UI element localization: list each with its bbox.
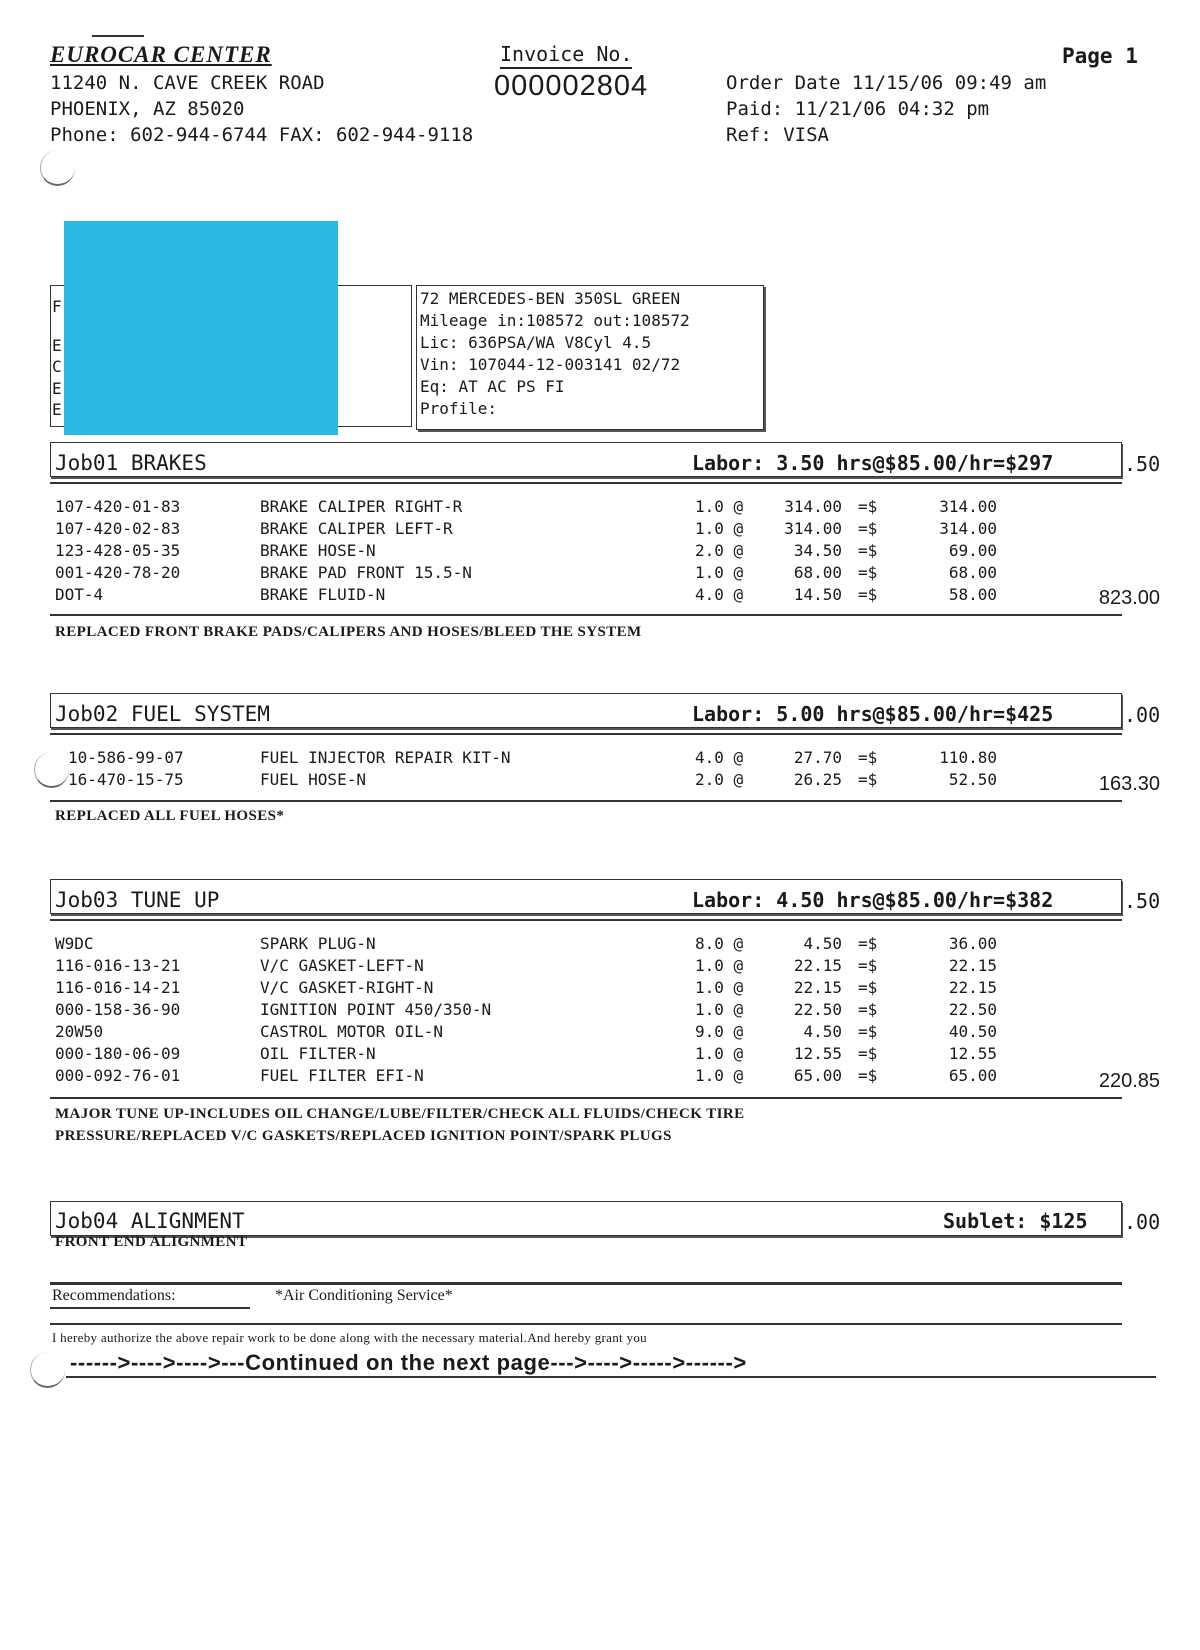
job-divider — [50, 733, 1122, 735]
recommendations-label: Recommendations: — [52, 1287, 176, 1304]
vehicle-profile: Profile: — [420, 399, 498, 418]
job-sublet: Sublet: $125 — [943, 1209, 1088, 1233]
part-line-total: 22.15 — [948, 956, 997, 975]
part-equals: =$ — [858, 1044, 878, 1063]
part-quantity: 1.0 @ — [695, 1066, 744, 1085]
footer-divider — [50, 1323, 1122, 1325]
redaction-block — [64, 221, 338, 435]
part-unit-price: 4.50 — [803, 934, 842, 953]
punch-hole-mark — [34, 752, 69, 788]
job-divider — [50, 1097, 1122, 1099]
part-description: FUEL HOSE-N — [260, 770, 366, 789]
vehicle-vin: Vin: 107044-12-003141 02/72 — [420, 355, 681, 374]
part-equals: =$ — [858, 585, 878, 604]
part-equals: =$ — [858, 748, 878, 767]
part-quantity: 2.0 @ — [695, 770, 744, 789]
part-line-total: 36.00 — [948, 934, 997, 953]
customer-partial-mark: E — [52, 379, 62, 398]
part-equals: =$ — [858, 1000, 878, 1019]
authorization-text: I hereby authorize the above repair work to be done along with the necessary material.And hereby grant you — [52, 1330, 647, 1345]
customer-partial-mark: C — [52, 357, 62, 376]
company-address-line1: 11240 N. CAVE CREEK ROAD — [50, 72, 325, 94]
part-line-total: 22.15 — [948, 978, 997, 997]
part-description: V/C GASKET-RIGHT-N — [260, 978, 434, 997]
part-unit-price: 65.00 — [793, 1066, 842, 1085]
part-line-total: 69.00 — [948, 541, 997, 560]
job-title: Job02 FUEL SYSTEM — [55, 702, 270, 726]
page-number: Page 1 — [1062, 44, 1138, 68]
part-quantity: 9.0 @ — [695, 1022, 744, 1041]
part-number: 16-470-15-75 — [68, 770, 184, 789]
part-description: OIL FILTER-N — [260, 1044, 376, 1063]
part-line-total: 68.00 — [948, 563, 997, 582]
part-equals: =$ — [858, 978, 878, 997]
invoice-label: Invoice No. — [500, 42, 632, 69]
part-unit-price: 12.55 — [793, 1044, 842, 1063]
job-title: Job03 TUNE UP — [55, 888, 220, 912]
company-address-line2: PHOENIX, AZ 85020 — [50, 98, 245, 120]
part-equals: =$ — [858, 770, 878, 789]
part-quantity: 1.0 @ — [695, 519, 744, 538]
part-equals: =$ — [858, 956, 878, 975]
part-number: 20W50 — [55, 1022, 104, 1041]
part-description: FUEL FILTER EFI-N — [260, 1066, 424, 1085]
customer-partial-mark: F — [52, 297, 62, 316]
vehicle-description: 72 MERCEDES-BEN 350SL GREEN — [420, 289, 681, 308]
part-equals: =$ — [858, 541, 878, 560]
part-unit-price: 22.15 — [793, 956, 842, 975]
invoice-number: 000002804 — [494, 70, 649, 102]
job-parts-total: 163.30 — [1098, 773, 1160, 795]
recommendations-underline — [50, 1307, 250, 1309]
job-title: Job01 BRAKES — [55, 451, 207, 475]
part-unit-price: 314.00 — [784, 519, 842, 538]
part-number: DOT-4 — [55, 585, 104, 604]
continued-underline — [66, 1376, 1156, 1378]
job-labor: Labor: 4.50 hrs@$85.00/hr=$382 — [692, 888, 1054, 912]
job-note: MAJOR TUNE UP-INCLUDES OIL CHANGE/LUBE/FILTER/CHECK ALL FLUIDS/CHECK TIRE — [55, 1106, 745, 1122]
part-quantity: 1.0 @ — [695, 956, 744, 975]
part-equals: =$ — [858, 1022, 878, 1041]
part-unit-price: 22.50 — [793, 1000, 842, 1019]
part-unit-price: 22.15 — [793, 978, 842, 997]
part-description: IGNITION POINT 450/350-N — [260, 1000, 492, 1019]
job-labor: Labor: 5.00 hrs@$85.00/hr=$425 — [692, 702, 1054, 726]
job-divider — [50, 800, 1122, 802]
part-number: 116-016-13-21 — [55, 956, 181, 975]
part-quantity: 2.0 @ — [695, 541, 744, 560]
job-labor-cents: .00 — [1124, 703, 1161, 727]
part-number: 000-158-36-90 — [55, 1000, 181, 1019]
paid-date: Paid: 11/21/06 04:32 pm — [726, 98, 990, 120]
part-description: CASTROL MOTOR OIL-N — [260, 1022, 444, 1041]
part-unit-price: 4.50 — [803, 1022, 842, 1041]
part-equals: =$ — [858, 519, 878, 538]
company-topmark — [92, 35, 144, 37]
job-note: REPLACED ALL FUEL HOSES* — [55, 808, 285, 824]
recommendations-value: *Air Conditioning Service* — [275, 1287, 453, 1304]
part-description: FUEL INJECTOR REPAIR KIT-N — [260, 748, 511, 767]
vehicle-license: Lic: 636PSA/WA V8Cyl 4.5 — [420, 333, 652, 352]
part-line-total: 58.00 — [948, 585, 997, 604]
job-divider — [50, 482, 1122, 484]
part-line-total: 22.50 — [948, 1000, 997, 1019]
part-quantity: 8.0 @ — [695, 934, 744, 953]
job-labor-cents: .50 — [1124, 452, 1161, 476]
part-unit-price: 14.50 — [793, 585, 842, 604]
part-number: 123-428-05-35 — [55, 541, 181, 560]
part-unit-price: 68.00 — [793, 563, 842, 582]
part-description: BRAKE CALIPER LEFT-R — [260, 519, 453, 538]
part-number: 107-420-01-83 — [55, 497, 181, 516]
punch-hole-mark — [40, 150, 75, 186]
job-note: FRONT END ALIGNMENT — [55, 1234, 248, 1250]
part-quantity: 1.0 @ — [695, 563, 744, 582]
order-date: Order Date 11/15/06 09:49 am — [726, 72, 1047, 94]
part-unit-price: 34.50 — [793, 541, 842, 560]
part-line-total: 12.55 — [948, 1044, 997, 1063]
part-line-total: 314.00 — [939, 497, 997, 516]
job-sublet-cents: .00 — [1124, 1210, 1161, 1234]
vehicle-equipment: Eq: AT AC PS FI — [420, 377, 565, 396]
part-quantity: 1.0 @ — [695, 1000, 744, 1019]
job-divider — [50, 919, 1122, 921]
part-number: 000-092-76-01 — [55, 1066, 181, 1085]
part-quantity: 1.0 @ — [695, 1044, 744, 1063]
part-unit-price: 26.25 — [793, 770, 842, 789]
job-note: REPLACED FRONT BRAKE PADS/CALIPERS AND HOSES/BLEED THE SYSTEM — [55, 624, 642, 640]
customer-partial-mark: E — [52, 336, 62, 355]
part-description: BRAKE HOSE-N — [260, 541, 376, 560]
payment-ref: Ref: VISA — [726, 124, 829, 146]
part-line-total: 110.80 — [939, 748, 997, 767]
part-equals: =$ — [858, 934, 878, 953]
part-quantity: 1.0 @ — [695, 978, 744, 997]
part-number: 10-586-99-07 — [68, 748, 184, 767]
job-title: Job04 ALIGNMENT — [55, 1209, 245, 1233]
part-unit-price: 314.00 — [784, 497, 842, 516]
footer-divider — [50, 1282, 1122, 1285]
job-divider — [50, 614, 1122, 616]
vehicle-mileage: Mileage in:108572 out:108572 — [420, 311, 690, 330]
punch-hole-mark — [30, 1352, 65, 1388]
part-equals: =$ — [858, 563, 878, 582]
part-unit-price: 27.70 — [793, 748, 842, 767]
part-number: 001-420-78-20 — [55, 563, 181, 582]
part-line-total: 52.50 — [948, 770, 997, 789]
part-line-total: 65.00 — [948, 1066, 997, 1085]
company-phone: Phone: 602-944-6744 FAX: 602-944-9118 — [50, 124, 474, 146]
company-name: EUROCAR CENTER — [50, 42, 272, 67]
part-description: BRAKE FLUID-N — [260, 585, 386, 604]
part-description: SPARK PLUG-N — [260, 934, 376, 953]
part-quantity: 4.0 @ — [695, 748, 744, 767]
part-number: 107-420-02-83 — [55, 519, 181, 538]
part-number: 116-016-14-21 — [55, 978, 181, 997]
part-number: W9DC — [55, 934, 94, 953]
customer-partial-mark: E — [52, 400, 62, 419]
part-line-total: 40.50 — [948, 1022, 997, 1041]
part-quantity: 4.0 @ — [695, 585, 744, 604]
job-parts-total: 823.00 — [1098, 587, 1160, 609]
part-description: BRAKE PAD FRONT 15.5-N — [260, 563, 472, 582]
part-number: 000-180-06-09 — [55, 1044, 181, 1063]
job-labor: Labor: 3.50 hrs@$85.00/hr=$297 — [692, 451, 1054, 475]
part-equals: =$ — [858, 1066, 878, 1085]
part-equals: =$ — [858, 497, 878, 516]
job-labor-cents: .50 — [1124, 889, 1161, 913]
job-parts-total: 220.85 — [1098, 1070, 1160, 1092]
job-note: PRESSURE/REPLACED V/C GASKETS/REPLACED IGNITION POINT/SPARK PLUGS — [55, 1128, 672, 1144]
continued-next-page: ------>---->---->---Continued on the next page--->---->----->------> — [70, 1350, 747, 1375]
part-description: V/C GASKET-LEFT-N — [260, 956, 424, 975]
part-quantity: 1.0 @ — [695, 497, 744, 516]
part-description: BRAKE CALIPER RIGHT-R — [260, 497, 463, 516]
part-line-total: 314.00 — [939, 519, 997, 538]
